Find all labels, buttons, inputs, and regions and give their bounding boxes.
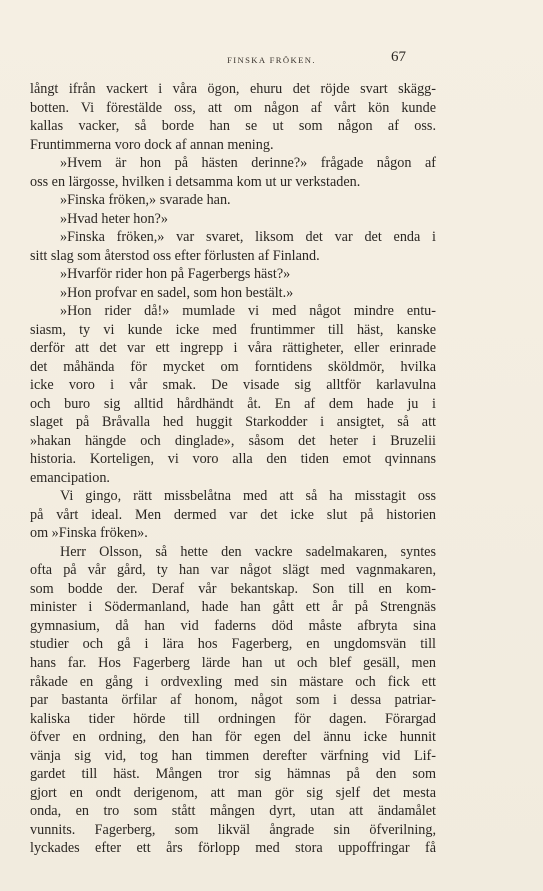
text-line: kallas vacker, så borde han se ut som någon af oss. [30, 118, 436, 135]
text-line: emancipation. [30, 469, 110, 486]
text-line: gardet till häst. Mången tror sig hämnas på den som [30, 766, 436, 783]
text-line: historia. Korteligen, vi voro alla den tiden emot qvinnans [30, 451, 436, 468]
text-line: icke voro i vår smak. De visade sig alltför karlavulna [30, 377, 436, 394]
text-line: siasm, ty vi kunde icke med fruntimmer till häst, kanske [30, 321, 436, 338]
text-line: Fruntimmerna voro dock af annan mening. [30, 136, 274, 153]
text-line: det måhända för mycket om forntidens sköldmör, hvilka [30, 358, 436, 375]
text-line: kaliska tider hörde till ordningen för dagen. Förargad [30, 710, 436, 727]
text-line: »Hvad heter hon?» [60, 210, 168, 227]
text-line: gjort en ondt derigenom, att man gör sig sjelf det mesta [30, 784, 436, 801]
body-text [30, 80, 436, 858]
text-line: Herr Olsson, så hette den vackre sadelmakaren, syntes [60, 543, 436, 560]
text-line: gymnasium, då han vid faderns död måste afbryta sina [30, 617, 436, 634]
text-line: slaget på Bråvalla hed huggit Starkodder i ansigtet, så att [30, 414, 436, 431]
text-line: om »Finska fröken». [30, 525, 148, 542]
text-line: öfver en ordning, den han för egen del ännu icke hunnit [30, 729, 436, 746]
text-line: som bodde der. Deraf vår bekantskap. Son till en kom- [30, 580, 436, 597]
text-line: par bastanta örfilar af honom, något som i dessa patriar- [30, 692, 436, 709]
text-line: studier och gå i lära hos Fagerberg, en ungdomsvän till [30, 636, 436, 653]
text-line: »Finska fröken,» var svaret, liksom det var det enda i [60, 229, 436, 246]
text-line: botten. Vi förestälde oss, att om någon af vårt kön kunde [30, 99, 436, 116]
text-line: sitt slag som återstod oss efter förlusten af Finland. [30, 247, 320, 264]
running-title: FINSKA FRÖKEN. [227, 55, 316, 65]
text-line: »Hvem är hon på hästen derinne?» frågade någon af [60, 155, 436, 172]
text-line: oss en lärgosse, hvilken i detsamma kom ut ur verkstaden. [30, 173, 361, 190]
text-line: onda, en tro som stått mången dyrt, utan att ändamålet [30, 803, 436, 820]
text-line: »Hon rider då!» mumlade vi med något mindre entu- [60, 303, 436, 320]
page-number: 67 [391, 49, 406, 65]
text-line: hans far. Hos Fagerberg lärde han ut och blef gesäll, men [30, 654, 436, 671]
text-line: minister i Södermanland, hade han gått ett år på Strengnäs [30, 599, 436, 616]
text-line: »Finska fröken,» svarade han. [60, 192, 231, 209]
text-line: »Hvarför rider hon på Fagerbergs häst?» [60, 266, 291, 283]
text-line: lyckades efter ett års förlopp med stora uppoffringar få [30, 840, 436, 857]
text-line: på vårt ideal. Men dermed var det icke slut på historien [30, 506, 436, 523]
text-line: derför att det var ett ingrepp i våra rättigheter, eller erinrade [30, 340, 436, 357]
text-line: och buro sig alltid hårdhändt åt. En af dem hade ju i [30, 395, 436, 412]
text-line: »hakan hängde och dinglade», såsom det heter i Bruzelii [30, 432, 436, 449]
text-line: vunnits. Fagerberg, som likväl ångrade sin öfverilning, [30, 821, 436, 838]
text-line: vänja sig vid, tog han timmen derefter värfning vid Lif- [30, 747, 436, 764]
text-line: »Hon profvar en sadel, som hon bestält.» [60, 284, 294, 301]
text-line: långt ifrån vackert i våra ögon, ehuru det röjde svart skägg- [30, 81, 436, 97]
text-line: ofta på vår gård, ty han var något slägt med vagnmakaren, [30, 562, 436, 579]
text-line: Vi gingo, rätt missbelåtna med att så ha misstagit oss [60, 488, 436, 505]
text-line: råkade en gång i ordvexling med sin mästare och fick ett [30, 673, 436, 690]
